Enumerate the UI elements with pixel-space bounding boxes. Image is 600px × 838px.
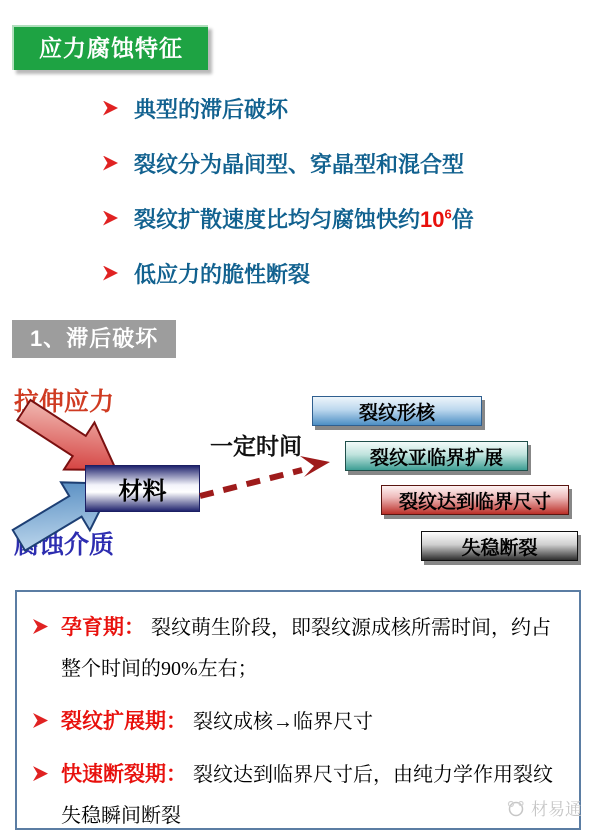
list-item	[103, 92, 573, 124]
bullet-arrow-icon	[103, 266, 118, 281]
watermark-text: 材易通	[531, 800, 582, 819]
phase-desc: 裂纹达到临界尺寸后，由纯力学作用裂纹失稳瞬间断裂	[61, 764, 553, 828]
feature-text: 低应力的脆性断裂	[134, 261, 311, 287]
phase-term: 孕育期：	[61, 616, 145, 639]
feature-text	[134, 203, 474, 234]
phase-desc: 裂纹萌生阶段，即裂纹源成核所需时间，约占整个时间的90%左右；	[61, 617, 551, 681]
stage-critical-size: 裂纹达到临界尺寸	[381, 485, 569, 515]
feature-text-pre: 裂纹扩散速度比均匀腐蚀快约	[134, 206, 421, 232]
tensile-stress-label: 拉伸应力	[14, 389, 115, 416]
phases-box	[15, 590, 581, 830]
material-box: 材料	[85, 465, 200, 512]
list-item	[31, 606, 567, 690]
phase-desc: 裂纹成核→临界尺寸	[193, 711, 373, 734]
bullet-arrow-icon	[103, 156, 118, 171]
phase-term: 裂纹扩展期：	[61, 710, 187, 734]
feature-text: 典型的滞后破坏	[134, 96, 289, 122]
feature-highlight	[420, 207, 452, 232]
list-item	[31, 700, 567, 743]
list-item	[103, 202, 573, 234]
watermark	[506, 795, 582, 820]
stage-subcritical-growth: 裂纹亚临界扩展	[345, 441, 528, 471]
list-item	[103, 147, 573, 179]
phase-term: 快速断裂期：	[61, 763, 187, 787]
page-title: 应力腐蚀特征	[12, 25, 208, 70]
feature-text-post: 倍	[451, 206, 474, 232]
bullet-arrow-icon	[103, 101, 118, 116]
bullet-arrow-icon	[33, 713, 48, 728]
feature-text: 裂纹分为晶间型、穿晶型和混合型	[134, 151, 465, 177]
list-item	[103, 257, 573, 289]
time-label: 一定时间	[210, 434, 302, 459]
highlight-exponent: 6	[444, 206, 452, 222]
feature-list	[103, 92, 573, 312]
bullet-arrow-icon	[33, 619, 48, 634]
bullet-arrow-icon	[103, 211, 118, 226]
stage-crack-nucleation: 裂纹形核	[312, 396, 482, 426]
bullet-arrow-icon	[33, 766, 48, 781]
stage-unstable-fracture: 失稳断裂	[421, 531, 578, 561]
time-dashed-arrow-icon	[196, 446, 336, 506]
section-title: 1、滞后破坏	[12, 320, 176, 358]
list-item	[31, 753, 567, 837]
highlight-base: 10	[420, 206, 445, 232]
corrosive-medium-label: 腐蚀介质	[14, 532, 115, 559]
hysteresis-diagram	[0, 380, 600, 585]
watermark-logo-icon	[506, 798, 526, 818]
